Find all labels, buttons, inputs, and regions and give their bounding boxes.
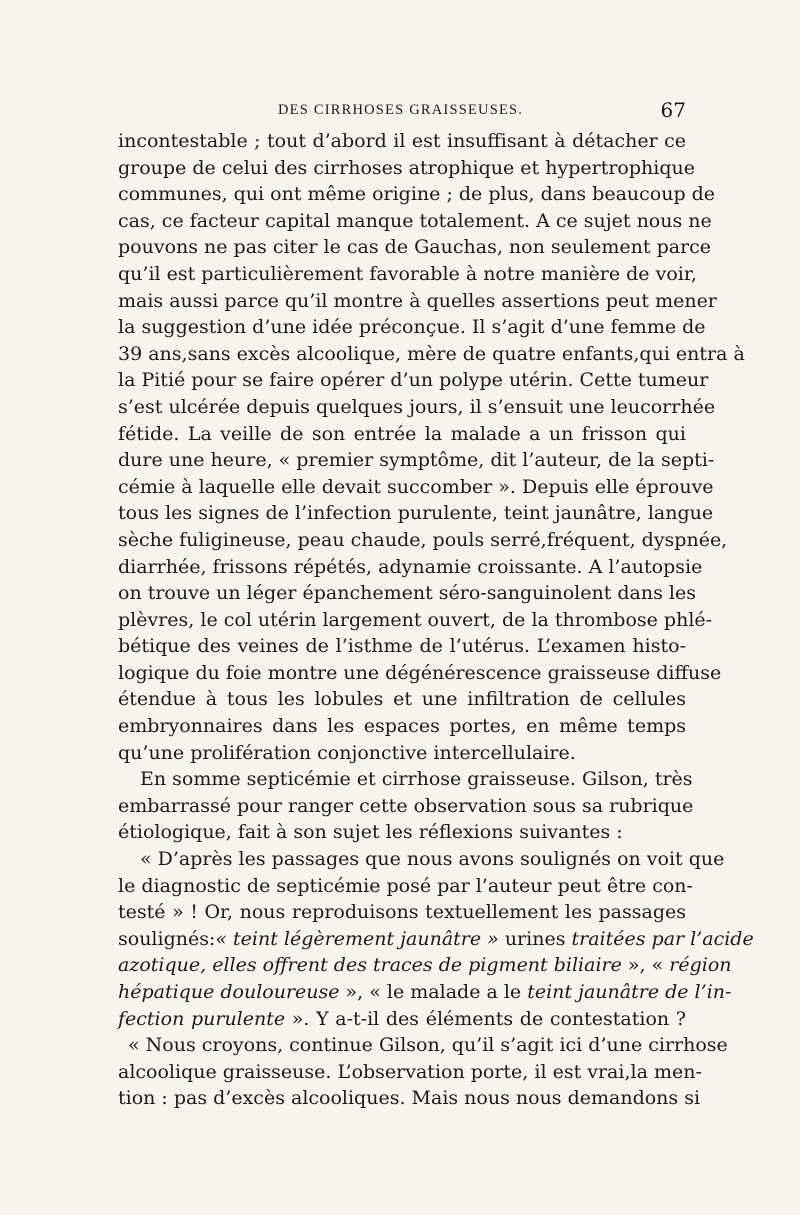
- text-line: groupe de celui des cirrhoses atrophique et hypertrophique: [118, 156, 695, 179]
- text-line: embryonnaires dans les espaces portes, en même temps: [118, 715, 686, 738]
- text-line: incontestable ; tout d’abord il est insuffisant à détacher ce: [118, 130, 686, 152]
- italic-segment: « teint légèrement jaunâtre »: [215, 927, 499, 950]
- text-line: la Pitié pour se faire opérer d’un polype utérin. Cette tumeur: [118, 369, 709, 392]
- text-line: cas, ce facteur capital manque totalement. A ce sujet nous ne: [118, 209, 712, 232]
- text-line-mixed: [118, 979, 732, 1006]
- page-number: 67: [660, 98, 686, 122]
- text-line: on trouve un léger épanchement séro-sanguinolent dans les: [118, 582, 696, 605]
- text-line: qu’une prolifération conjonctive intercellulaire.: [118, 741, 576, 764]
- text-line: étendue à tous les lobules et une infiltration de cellules: [118, 688, 686, 711]
- text-line: tous les signes de l’infection purulente, teint jaunâtre, langue: [118, 502, 714, 525]
- text-line: plèvres, le col utérin largement ouvert, de la thrombose phlé-: [118, 608, 713, 631]
- text-line: dure une heure, « premier symptôme, dit l’auteur, de la septi-: [118, 449, 715, 472]
- text-line: 39 ans,sans excès alcoolique, mère de quatre enfants,qui entra à: [118, 342, 745, 365]
- text-line-mixed: [118, 952, 732, 979]
- text-line: testé » ! Or, nous reproduisons textuellement les passages: [118, 901, 686, 924]
- text-line: logique du foie montre une dégénérescence graisseuse diffuse: [118, 661, 722, 684]
- body-text: [118, 128, 754, 1112]
- text-line: communes, qui ont même origine ; de plus, dans beaucoup de: [118, 183, 716, 206]
- text-line-mixed: [118, 926, 754, 953]
- text-line: pouvons ne pas citer le cas de Gauchas, non seulement parce: [118, 236, 712, 259]
- text-line: la suggestion d’une idée préconçue. Il s’agit d’une femme de: [118, 316, 706, 339]
- text-segment: ». Y a-t-il des éléments de contestation ?: [285, 1007, 686, 1030]
- text-segment: soulignés:: [118, 927, 216, 950]
- text-line: s’est ulcérée depuis quelques jours, il s’ensuit une leucorrhée: [118, 395, 716, 418]
- text-line: sèche fuligineuse, peau chaude, pouls serré,fréquent, dyspnée,: [118, 528, 728, 551]
- text-line: « D’après les passages que nous avons soulignés on voit que: [140, 848, 725, 871]
- italic-segment: azotique, elles offrent des traces de pigment biliaire: [118, 954, 622, 977]
- text-line-mixed: [118, 1006, 686, 1033]
- text-line: mais aussi parce qu’il montre à quelles assertions peut mener: [118, 289, 717, 312]
- text-line: tion : pas d’excès alcooliques. Mais nous nous demandons si: [118, 1087, 701, 1110]
- text-line: qu’il est particulièrement favorable à notre manière de voir,: [118, 262, 697, 285]
- text-line: étiologique, fait à son sujet les réflexions suivantes :: [118, 821, 623, 844]
- running-title: DES CIRRHOSES GRAISSEUSES.: [278, 102, 524, 118]
- text-segment: », « le malade a le: [339, 981, 528, 1003]
- text-line: « Nous croyons, continue Gilson, qu’il s’agit ici d’une cirrhose: [128, 1034, 728, 1057]
- italic-segment: fection purulente: [118, 1007, 286, 1030]
- text-segment: », «: [621, 954, 670, 977]
- text-segment: urines: [498, 927, 572, 950]
- text-line: En somme septicémie et cirrhose graisseuse. Gilson, très: [140, 768, 693, 791]
- page-header: [118, 98, 686, 124]
- text-line: fétide. La veille de son entrée la malade a un frisson qui: [118, 422, 686, 445]
- italic-segment: traitées par l’acide: [571, 927, 754, 950]
- italic-segment: hépatique douloureuse: [118, 981, 340, 1003]
- italic-segment: région: [669, 954, 732, 977]
- text-line: diarrhée, frissons répétés, adynamie croissante. A l’autopsie: [118, 555, 703, 578]
- text-line: le diagnostic de septicémie posé par l’auteur peut être con-: [118, 874, 693, 897]
- text-line: bétique des veines de l’isthme de l’utérus. L’examen histo-: [118, 635, 686, 658]
- text-line: cémie à laquelle elle devait succomber ». Depuis elle éprouve: [118, 475, 714, 498]
- text-line: alcoolique graisseuse. L’observation porte, il est vrai,la men-: [118, 1060, 702, 1083]
- text-line: embarrassé pour ranger cette observation sous sa rubrique: [118, 794, 694, 817]
- italic-segment: teint jaunâtre de l’in-: [527, 981, 732, 1003]
